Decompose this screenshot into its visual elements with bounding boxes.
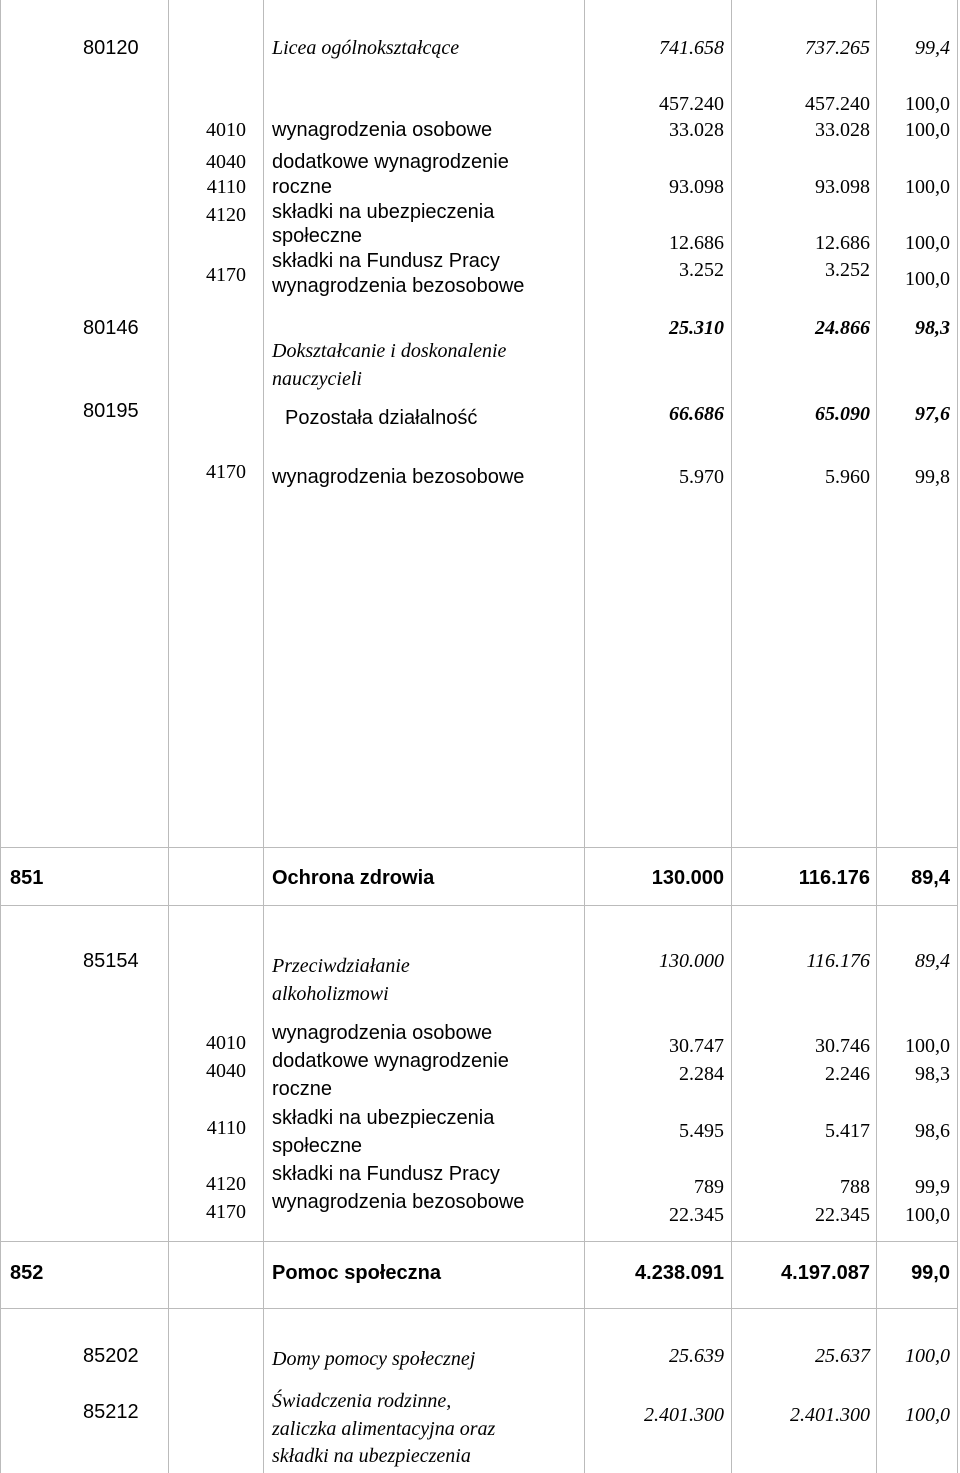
- plan-value: 130.000: [651, 867, 724, 889]
- percent-value: 99,0: [911, 1262, 950, 1284]
- percent-value: 100,0: [905, 1345, 950, 1367]
- item-executed: 93.098: [815, 176, 870, 198]
- item-percent: 100,0: [905, 1035, 950, 1057]
- item-percent: 98,6: [915, 1120, 950, 1142]
- section-code: 80195: [83, 400, 139, 422]
- percent-value: 99,4: [915, 37, 950, 59]
- item-name: składki na Fundusz Pracy: [272, 1163, 500, 1185]
- plan-value: 4.238.091: [635, 1262, 724, 1284]
- item-executed: 22.345: [815, 1204, 870, 1226]
- section-name: Licea ogólnokształcące: [272, 37, 460, 59]
- item-percent: 100,0: [905, 232, 950, 254]
- executed-value: 4.197.087: [781, 1262, 870, 1284]
- item-name: wynagrodzenia bezosobowe: [272, 1191, 525, 1213]
- item-name: społeczne: [272, 1135, 363, 1157]
- chapter-code: 852: [10, 1262, 44, 1284]
- row-divider: [0, 1308, 958, 1309]
- plan-value: 25.310: [669, 317, 724, 339]
- executed-value: 65.090: [815, 403, 870, 425]
- executed-value: 116.176: [806, 950, 870, 972]
- column-divider: [731, 0, 732, 1473]
- section-name: Domy pomocy społecznej: [272, 1348, 476, 1370]
- item-name: dodatkowe wynagrodzenie: [272, 1050, 509, 1072]
- percent-value: 97,6: [915, 403, 950, 425]
- plan-value: 741.658: [659, 37, 724, 59]
- item-plan: 5.970: [679, 466, 724, 488]
- percent-value: 98,3: [915, 317, 950, 339]
- item-name: składki na ubezpieczenia: [272, 1107, 495, 1129]
- item-name: wynagrodzenia osobowe: [272, 119, 493, 141]
- plan-value: 25.639: [669, 1345, 724, 1367]
- row-divider: [0, 905, 958, 906]
- section-name: Dokształcanie i doskonalenie: [272, 340, 507, 362]
- item-name: wynagrodzenia bezosobowe: [272, 466, 525, 488]
- table-border-right: [957, 0, 958, 1473]
- section-name: alkoholizmowi: [272, 983, 389, 1005]
- item-executed: 33.028: [815, 119, 870, 141]
- chapter-name: Pomoc społeczna: [272, 1262, 441, 1284]
- percent-value: 100,0: [905, 1404, 950, 1426]
- item-executed: 2.246: [825, 1063, 870, 1085]
- item-code: 4120: [206, 1173, 246, 1195]
- item-percent: 100,0: [905, 93, 950, 115]
- item-code: 4170: [206, 264, 246, 286]
- item-executed: 3.252: [825, 259, 870, 281]
- section-name: zaliczka alimentacyjna oraz: [272, 1418, 496, 1440]
- item-plan: 30.747: [669, 1035, 724, 1057]
- item-code: 4120: [206, 204, 246, 226]
- column-divider: [584, 0, 585, 1473]
- item-percent: 100,0: [905, 176, 950, 198]
- item-executed: 12.686: [815, 232, 870, 254]
- chapter-code: 851: [10, 867, 44, 889]
- executed-value: 2.401.300: [790, 1404, 870, 1426]
- section-code: 80120: [83, 37, 139, 59]
- item-name: dodatkowe wynagrodzenie: [272, 151, 509, 173]
- item-plan: 789: [694, 1176, 724, 1198]
- item-code: 4040: [206, 1060, 246, 1082]
- item-plan: 3.252: [679, 259, 724, 281]
- item-executed: 788: [840, 1176, 870, 1198]
- section-code: 85212: [83, 1401, 139, 1423]
- item-percent: 100,0: [905, 1204, 950, 1226]
- item-name: wynagrodzenia bezosobowe: [272, 275, 525, 297]
- item-code: 4110: [206, 1117, 246, 1139]
- section-name: składki na ubezpieczenia: [272, 1445, 471, 1467]
- plan-value: 130.000: [659, 950, 724, 972]
- section-name: nauczycieli: [272, 368, 362, 390]
- section-name: Pozostała działalność: [285, 407, 478, 429]
- column-divider: [168, 0, 169, 1473]
- chapter-name: Ochrona zdrowia: [272, 867, 435, 889]
- executed-value: 737.265: [805, 37, 870, 59]
- item-executed: 5.960: [825, 466, 870, 488]
- executed-value: 24.866: [815, 317, 870, 339]
- item-executed: 457.240: [805, 93, 870, 115]
- item-executed: 30.746: [815, 1035, 870, 1057]
- plan-value: 66.686: [669, 403, 724, 425]
- row-divider: [0, 847, 958, 848]
- section-code: 85202: [83, 1345, 139, 1367]
- item-code: 4170: [206, 461, 246, 483]
- item-plan: 22.345: [669, 1204, 724, 1226]
- item-name: społeczne: [272, 225, 363, 247]
- plan-value: 2.401.300: [644, 1404, 724, 1426]
- item-percent: 100,0: [905, 119, 950, 141]
- executed-value: 116.176: [798, 867, 870, 889]
- item-code: 4040: [206, 151, 246, 173]
- item-name: roczne: [272, 176, 333, 198]
- section-name: Przeciwdziałanie: [272, 955, 410, 977]
- item-percent: 99,8: [915, 466, 950, 488]
- item-executed: 5.417: [825, 1120, 870, 1142]
- item-percent: 98,3: [915, 1063, 950, 1085]
- item-code: 4110: [206, 176, 246, 198]
- item-code: 4010: [206, 1032, 246, 1054]
- item-plan: 93.098: [669, 176, 724, 198]
- section-code: 85154: [83, 950, 139, 972]
- percent-value: 89,4: [911, 867, 950, 889]
- item-plan: 457.240: [659, 93, 724, 115]
- item-name: składki na Fundusz Pracy: [272, 250, 500, 272]
- item-percent: 100,0: [905, 268, 950, 290]
- item-code: 4170: [206, 1201, 246, 1223]
- item-plan: 12.686: [669, 232, 724, 254]
- item-name: roczne: [272, 1078, 333, 1100]
- item-code: 4010: [206, 119, 246, 141]
- row-divider: [0, 1241, 958, 1242]
- item-name: wynagrodzenia osobowe: [272, 1022, 493, 1044]
- section-name: Świadczenia rodzinne,: [272, 1390, 452, 1412]
- item-plan: 2.284: [679, 1063, 724, 1085]
- column-divider: [263, 0, 264, 1473]
- item-name: składki na ubezpieczenia: [272, 201, 495, 223]
- item-plan: 5.495: [679, 1120, 724, 1142]
- column-divider: [876, 0, 877, 1473]
- percent-value: 89,4: [915, 950, 950, 972]
- executed-value: 25.637: [815, 1345, 870, 1367]
- table-border-left: [0, 0, 1, 1473]
- item-plan: 33.028: [669, 119, 724, 141]
- item-percent: 99,9: [915, 1176, 950, 1198]
- section-code: 80146: [83, 317, 139, 339]
